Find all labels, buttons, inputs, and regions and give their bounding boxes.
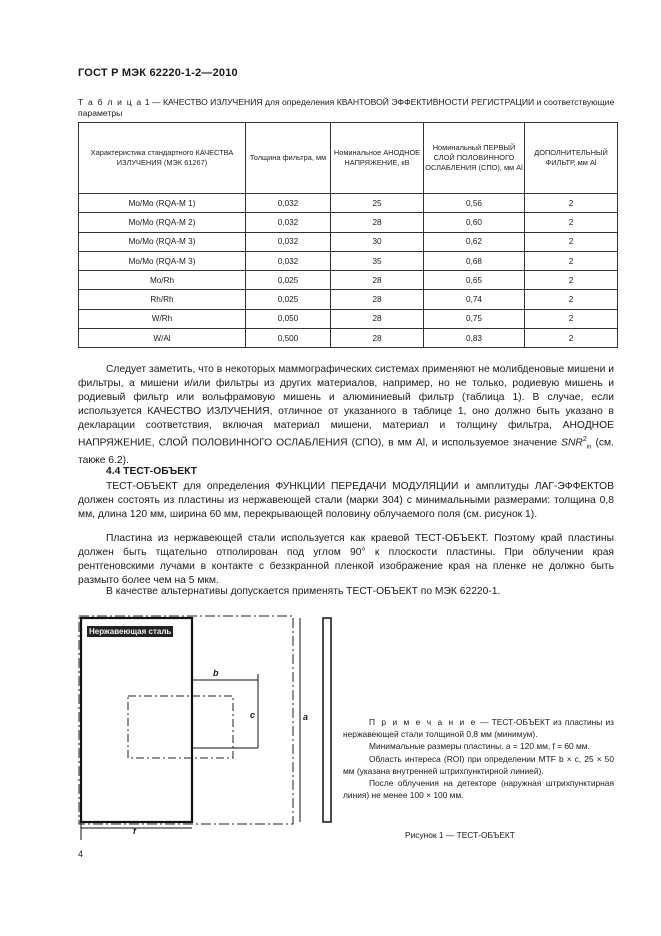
table-row bbox=[79, 271, 618, 290]
table-cell: Mo/Mo (RQA-M 1) bbox=[79, 194, 246, 213]
table-cell: W/Rh bbox=[79, 309, 246, 328]
paragraph-radiation-quality bbox=[78, 363, 614, 468]
paragraph-edge: Пластина из нержавеющей стали используется как краевой ТЕСТ-ОБЪЕКТ. Поэтому край пластины должен быть тщательно отполирован под углом 90° к плоскости пластины. При облучении края рентгеновскими лучами в контакте с беззкранной пленкой изображение края на пленке не должно быть размыто более чем на 5 мкм. bbox=[78, 533, 614, 586]
table-cell: 0,050 bbox=[246, 309, 331, 328]
snr-superscript: 2 bbox=[582, 436, 587, 443]
snr-symbol: SNR bbox=[561, 437, 583, 449]
plate-label: Нержавеющая сталь bbox=[89, 627, 172, 636]
figure-caption: Рисунок 1 — ТЕСТ-ОБЪЕКТ bbox=[405, 830, 515, 840]
test-object-drawing bbox=[78, 612, 348, 852]
table-cell: 0,83 bbox=[424, 329, 525, 348]
table-cell: 0,74 bbox=[424, 290, 525, 309]
dimension-b-label: b bbox=[213, 668, 219, 678]
table-cell: W/Al bbox=[79, 329, 246, 348]
table-cell: 30 bbox=[331, 232, 424, 251]
table-row bbox=[79, 329, 618, 348]
table-cell: 2 bbox=[525, 309, 618, 328]
table-cell: 2 bbox=[525, 232, 618, 251]
table-row bbox=[79, 232, 618, 251]
table-caption bbox=[78, 97, 618, 119]
table-cell: 0,65 bbox=[424, 271, 525, 290]
note-prefix: П р и м е ч а н и е bbox=[369, 717, 477, 727]
page-number: 4 bbox=[78, 849, 84, 859]
table-row bbox=[79, 290, 618, 309]
table-header-cell: Номинальный ПЕРВЫЙ СЛОЙ ПОЛОВИННОГО ОСЛАБЛЕНИЯ (СПО), мм Al bbox=[424, 123, 525, 194]
snr-subscript: in bbox=[586, 444, 592, 451]
table-header-cell: Характеристика стандартного КАЧЕСТВА ИЗЛУЧЕНИЯ (МЭК 61267) bbox=[79, 123, 246, 194]
table-cell: 0,500 bbox=[246, 329, 331, 348]
table-cell: 28 bbox=[331, 329, 424, 348]
note-line: После облучения на детекторе (наружная штрихпунктирная линия) не менее 100 × 100 мм. bbox=[343, 778, 614, 801]
table-cell: 0,75 bbox=[424, 309, 525, 328]
table-cell: 0,032 bbox=[246, 251, 331, 270]
table-cell: 0,56 bbox=[424, 194, 525, 213]
test-object-figure bbox=[78, 612, 348, 852]
section-heading: 4.4 ТЕСТ-ОБЪЕКТ bbox=[106, 466, 197, 477]
table-cell: Mo/Mo (RQA-M 2) bbox=[79, 213, 246, 232]
table-cell: 2 bbox=[525, 290, 618, 309]
note-line bbox=[343, 716, 614, 740]
paragraph-test-object: ТЕСТ-ОБЪЕКТ для определения ФУНКЦИИ ПЕРЕДАЧИ МОДУЛЯЦИИ и амплитуды ЛАГ-ЭФФЕКТОВ должен состоять из пластины из нержавеющей стали (марки 304) с минимальными размерами: толщина 0,8 мм, длина 120 мм, ширина 60 мм, перекрывающей половину облучаемого поля (см. рисунок 1). bbox=[78, 481, 614, 520]
note-line: Область интереса (ROI) при определении MTF b × c, 25 × 50 мм (указана внутренней штрихпунктирной линией). bbox=[343, 753, 614, 776]
document-header: ГОСТ Р МЭК 62220-1-2—2010 bbox=[78, 67, 238, 79]
table-header-row bbox=[79, 123, 618, 194]
table-header-cell: ДОПОЛНИТЕЛЬНЫЙ ФИЛЬТР, мм Al bbox=[525, 123, 618, 194]
table-row bbox=[79, 213, 618, 232]
table-cell: 28 bbox=[331, 309, 424, 328]
note-text: — ТЕСТ-ОБЪЕКТ из пластины из нержавеющей стали толщиной 0,8 мм (минимум). bbox=[343, 717, 614, 740]
table-cell: 28 bbox=[331, 213, 424, 232]
paragraph-alternative: В качестве альтернативы допускается применять ТЕСТ-ОБЪЕКТ по МЭК 62220-1. bbox=[106, 586, 501, 597]
table-cell: Mo/Mo (RQA-M 3) bbox=[79, 251, 246, 270]
table-cell: 2 bbox=[525, 271, 618, 290]
table-cell: 0,032 bbox=[246, 213, 331, 232]
table-caption-prefix: Т а б л и ц а bbox=[78, 97, 143, 107]
paragraph-tail: (см. также 6.2). bbox=[78, 437, 614, 467]
table-cell: Mo/Rh bbox=[79, 271, 246, 290]
table-cell: 35 bbox=[331, 251, 424, 270]
dimension-c-label: c bbox=[250, 710, 256, 720]
table-cell: 2 bbox=[525, 329, 618, 348]
table-cell: 2 bbox=[525, 194, 618, 213]
radiation-quality-table bbox=[78, 122, 618, 348]
paragraph-text: Следует заметить, что в некоторых маммографических системах применяют не молибденовые мишени и фильтры, а мишени и/или фильтры из других материалов, например, но не только, родиевую мишень и родиевый фильтр или вольфрамовую мишень и алюминиевый фильтр (таблица 1). В случае, если используется КАЧЕСТВО ИЗЛУЧЕНИЯ, отличное от указанного в таблице 1, оно должно быть указано в декларации соответствия, включая материал мишени, материал и толщину фильтра, АНОДНОЕ НАПРЯЖЕНИЕ, СЛОЙ ПОЛОВИННОГО ОСЛАБЛЕНИЯ (СПО), в мм Al, и используемое значение bbox=[78, 364, 614, 449]
table-cell: 25 bbox=[331, 194, 424, 213]
table-cell: 2 bbox=[525, 213, 618, 232]
table-header-cell: Номинальное АНОДНОЕ НАПРЯЖЕНИЕ, кВ bbox=[331, 123, 424, 194]
table-header-cell: Толщина фильтра, мм bbox=[246, 123, 331, 194]
table-cell: Rh/Rh bbox=[79, 290, 246, 309]
table-caption-text: 1 — КАЧЕСТВО ИЗЛУЧЕНИЯ для определения КВАНТОВОЙ ЭФФЕКТИВНОСТИ РЕГИСТРАЦИИ и соответствующие параметры bbox=[78, 97, 615, 118]
dimension-a-label: a bbox=[303, 712, 309, 722]
table-cell: 0,025 bbox=[246, 290, 331, 309]
figure-note bbox=[343, 716, 614, 801]
note-line: Минимальные размеры пластины. a = 120 мм, f = 60 мм. bbox=[369, 741, 590, 752]
table-cell: 0,032 bbox=[246, 194, 331, 213]
table-cell: 0,032 bbox=[246, 232, 331, 251]
table-cell: 0,025 bbox=[246, 271, 331, 290]
dimension-f-label: f bbox=[133, 826, 136, 836]
table-cell: Mo/Mo (RQA-M 3) bbox=[79, 232, 246, 251]
table-row bbox=[79, 251, 618, 270]
table-cell: 28 bbox=[331, 271, 424, 290]
table-cell: 0,68 bbox=[424, 251, 525, 270]
table-cell: 0,60 bbox=[424, 213, 525, 232]
table-row bbox=[79, 309, 618, 328]
table-cell: 0,62 bbox=[424, 232, 525, 251]
table-cell: 2 bbox=[525, 251, 618, 270]
table-row bbox=[79, 194, 618, 213]
table-cell: 28 bbox=[331, 290, 424, 309]
